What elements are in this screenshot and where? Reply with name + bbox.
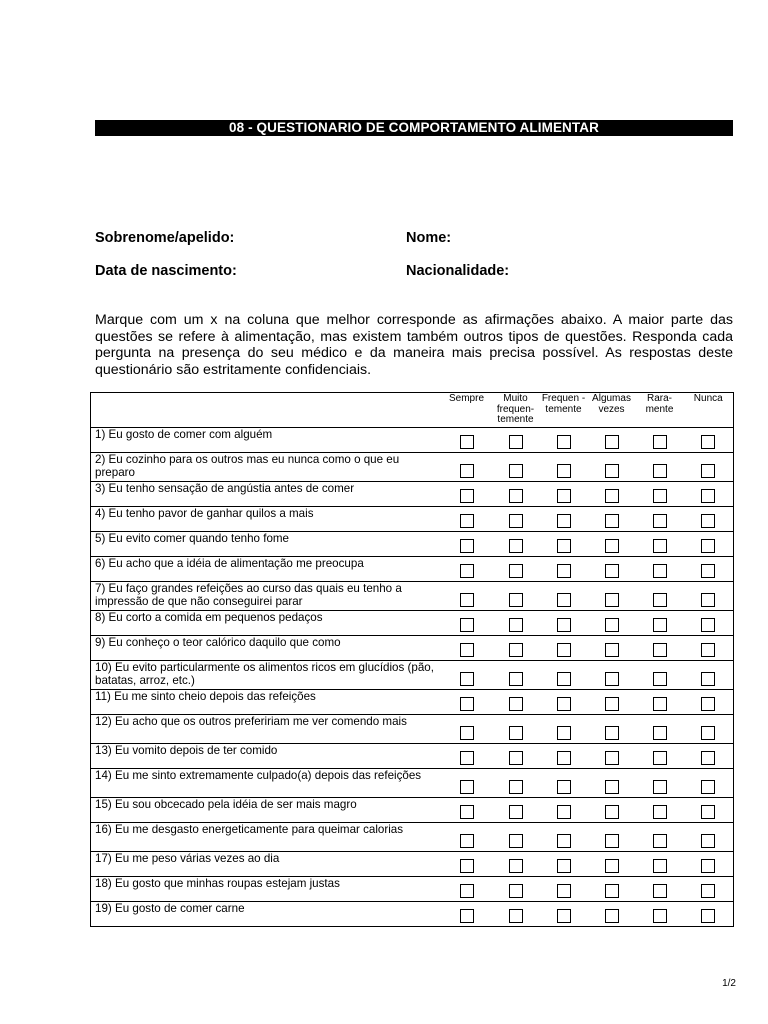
answer-cell [492, 661, 540, 690]
answer-checkbox[interactable] [653, 539, 667, 553]
table-row [91, 877, 734, 902]
answer-checkbox[interactable] [509, 726, 523, 740]
answer-cell [442, 798, 492, 823]
answer-cell [588, 532, 636, 557]
answer-cell [684, 428, 734, 453]
answer-checkbox[interactable] [605, 464, 619, 478]
answer-cell [442, 744, 492, 769]
answer-cell [636, 611, 684, 636]
answer-cell [684, 661, 734, 690]
answer-checkbox[interactable] [460, 780, 474, 794]
answer-checkbox[interactable] [701, 697, 715, 711]
questions-body [91, 428, 734, 927]
table-row [91, 823, 734, 852]
answer-checkbox[interactable] [460, 697, 474, 711]
answer-cell [442, 690, 492, 715]
answer-cell [588, 769, 636, 798]
answer-checkbox[interactable] [701, 435, 715, 449]
answer-checkbox[interactable] [701, 514, 715, 528]
answer-checkbox[interactable] [509, 780, 523, 794]
answer-checkbox[interactable] [557, 593, 571, 607]
answer-checkbox[interactable] [701, 618, 715, 632]
column-header: Muito frequen-temente [492, 393, 540, 428]
question-text: 19) Eu gosto de comer carne [91, 902, 442, 927]
answer-checkbox[interactable] [653, 593, 667, 607]
nationality-label: Nacionalidade: [406, 263, 510, 279]
table-row [91, 798, 734, 823]
answer-cell [636, 823, 684, 852]
answer-checkbox[interactable] [653, 780, 667, 794]
answer-cell [492, 557, 540, 582]
birth-date-label: Data de nascimento: [95, 263, 237, 279]
answer-checkbox[interactable] [701, 489, 715, 503]
answer-cell [588, 902, 636, 927]
answer-cell [442, 453, 492, 482]
table-row [91, 507, 734, 532]
answer-checkbox[interactable] [557, 539, 571, 553]
answer-cell [540, 428, 588, 453]
answer-checkbox[interactable] [557, 834, 571, 848]
answer-cell [588, 715, 636, 744]
question-text: 10) Eu evito particularmente os alimentos ricos em glucídios (pão, batatas, arroz, etc.) [91, 661, 442, 690]
answer-cell [684, 557, 734, 582]
answer-cell [684, 453, 734, 482]
answer-cell [492, 852, 540, 877]
answer-checkbox[interactable] [460, 539, 474, 553]
answer-checkbox[interactable] [701, 464, 715, 478]
answer-checkbox[interactable] [605, 564, 619, 578]
answer-checkbox[interactable] [701, 726, 715, 740]
answer-cell [684, 744, 734, 769]
answer-cell [684, 507, 734, 532]
answer-checkbox[interactable] [557, 514, 571, 528]
answer-checkbox[interactable] [460, 884, 474, 898]
answer-cell [684, 902, 734, 927]
answer-cell [442, 507, 492, 532]
answer-cell [492, 715, 540, 744]
answer-checkbox[interactable] [460, 489, 474, 503]
answer-cell [588, 582, 636, 611]
answer-cell [636, 877, 684, 902]
page-number: 1/2 [722, 978, 736, 989]
answer-cell [492, 582, 540, 611]
answer-checkbox[interactable] [701, 884, 715, 898]
answer-cell [684, 582, 734, 611]
answer-cell [588, 690, 636, 715]
answer-cell [636, 715, 684, 744]
header-blank-cell [91, 393, 442, 428]
column-header-row [91, 393, 734, 428]
answer-cell [492, 428, 540, 453]
answer-checkbox[interactable] [460, 909, 474, 923]
answer-checkbox[interactable] [653, 618, 667, 632]
answer-checkbox[interactable] [460, 564, 474, 578]
answer-cell [540, 636, 588, 661]
surname-label: Sobrenome/apelido: [95, 230, 235, 246]
answer-cell [588, 453, 636, 482]
answer-cell [540, 507, 588, 532]
answer-checkbox[interactable] [460, 514, 474, 528]
table-row [91, 453, 734, 482]
table-row [91, 557, 734, 582]
answer-checkbox[interactable] [557, 618, 571, 632]
table-row [91, 482, 734, 507]
answer-checkbox[interactable] [653, 884, 667, 898]
answer-cell [540, 744, 588, 769]
answer-checkbox[interactable] [605, 751, 619, 765]
column-header: Sempre [442, 393, 492, 428]
answer-cell [588, 428, 636, 453]
question-text: 18) Eu gosto que minhas roupas estejam justas [91, 877, 442, 902]
answer-cell [588, 823, 636, 852]
answer-cell [540, 557, 588, 582]
question-text: 3) Eu tenho sensação de angústia antes de comer [91, 482, 442, 507]
answer-checkbox[interactable] [509, 805, 523, 819]
answer-cell [442, 902, 492, 927]
answer-cell [442, 557, 492, 582]
table-row [91, 428, 734, 453]
table-row [91, 902, 734, 927]
answer-checkbox[interactable] [509, 489, 523, 503]
answer-checkbox[interactable] [557, 489, 571, 503]
answer-cell [540, 582, 588, 611]
answer-cell [588, 661, 636, 690]
answer-cell [442, 823, 492, 852]
answer-cell [636, 769, 684, 798]
answer-checkbox[interactable] [701, 909, 715, 923]
answer-cell [540, 453, 588, 482]
answer-cell [540, 482, 588, 507]
answer-checkbox[interactable] [557, 751, 571, 765]
answer-checkbox[interactable] [509, 618, 523, 632]
answer-checkbox[interactable] [653, 751, 667, 765]
answer-checkbox[interactable] [653, 435, 667, 449]
answer-checkbox[interactable] [605, 539, 619, 553]
answer-cell [442, 428, 492, 453]
column-header: Rara-mente [636, 393, 684, 428]
answer-checkbox[interactable] [557, 672, 571, 686]
answer-checkbox[interactable] [605, 834, 619, 848]
answer-checkbox[interactable] [557, 643, 571, 657]
answer-checkbox[interactable] [701, 672, 715, 686]
table-row [91, 769, 734, 798]
answer-cell [636, 798, 684, 823]
question-text: 11) Eu me sinto cheio depois das refeições [91, 690, 442, 715]
answer-cell [492, 690, 540, 715]
answer-cell [492, 744, 540, 769]
answer-cell [492, 532, 540, 557]
answer-checkbox[interactable] [653, 726, 667, 740]
answer-cell [636, 507, 684, 532]
answer-checkbox[interactable] [605, 884, 619, 898]
answer-cell [492, 769, 540, 798]
answer-checkbox[interactable] [460, 805, 474, 819]
answer-checkbox[interactable] [653, 859, 667, 873]
answer-cell [684, 482, 734, 507]
answer-cell [684, 877, 734, 902]
answer-checkbox[interactable] [509, 593, 523, 607]
question-text: 6) Eu acho que a idéia de alimentação me preocupa [91, 557, 442, 582]
answer-cell [492, 636, 540, 661]
answer-cell [588, 877, 636, 902]
answer-checkbox[interactable] [509, 834, 523, 848]
answer-checkbox[interactable] [653, 514, 667, 528]
answer-cell [442, 582, 492, 611]
answer-cell [684, 852, 734, 877]
answer-checkbox[interactable] [605, 805, 619, 819]
answer-checkbox[interactable] [460, 435, 474, 449]
answer-cell [492, 798, 540, 823]
answer-checkbox[interactable] [605, 514, 619, 528]
form-title: 08 - QUESTIONARIO DE COMPORTAMENTO ALIMENTAR [95, 120, 733, 136]
answer-cell [442, 532, 492, 557]
answer-checkbox[interactable] [460, 726, 474, 740]
answer-cell [636, 744, 684, 769]
answer-checkbox[interactable] [701, 834, 715, 848]
answer-checkbox[interactable] [509, 643, 523, 657]
name-label: Nome: [406, 230, 452, 246]
answer-checkbox[interactable] [605, 435, 619, 449]
answer-cell [540, 715, 588, 744]
answer-checkbox[interactable] [605, 489, 619, 503]
answer-cell [540, 532, 588, 557]
answer-cell [588, 611, 636, 636]
answer-checkbox[interactable] [460, 859, 474, 873]
answer-cell [636, 902, 684, 927]
answer-checkbox[interactable] [509, 751, 523, 765]
answer-checkbox[interactable] [605, 859, 619, 873]
answer-cell [684, 823, 734, 852]
answer-checkbox[interactable] [460, 751, 474, 765]
answer-cell [636, 636, 684, 661]
answer-cell [492, 611, 540, 636]
answer-checkbox[interactable] [605, 909, 619, 923]
answer-checkbox[interactable] [557, 697, 571, 711]
answer-checkbox[interactable] [460, 618, 474, 632]
answer-cell [588, 636, 636, 661]
answer-checkbox[interactable] [509, 464, 523, 478]
answer-checkbox[interactable] [557, 780, 571, 794]
answer-checkbox[interactable] [509, 564, 523, 578]
answer-cell [636, 453, 684, 482]
column-header: Frequen - temente [540, 393, 588, 428]
answer-checkbox[interactable] [653, 697, 667, 711]
answer-checkbox[interactable] [605, 780, 619, 794]
answer-cell [442, 877, 492, 902]
answer-cell [636, 428, 684, 453]
answer-cell [636, 852, 684, 877]
answer-cell [684, 611, 734, 636]
answer-checkbox[interactable] [509, 884, 523, 898]
answer-checkbox[interactable] [605, 672, 619, 686]
answer-cell [492, 902, 540, 927]
answer-checkbox[interactable] [509, 697, 523, 711]
answer-checkbox[interactable] [701, 643, 715, 657]
answer-checkbox[interactable] [701, 805, 715, 819]
answer-checkbox[interactable] [509, 539, 523, 553]
answer-checkbox[interactable] [509, 859, 523, 873]
table-row [91, 582, 734, 611]
answer-cell [636, 582, 684, 611]
answer-cell [684, 636, 734, 661]
answer-cell [442, 715, 492, 744]
answer-checkbox[interactable] [701, 859, 715, 873]
answer-cell [540, 823, 588, 852]
answer-checkbox[interactable] [653, 464, 667, 478]
answer-cell [540, 769, 588, 798]
answer-checkbox[interactable] [605, 726, 619, 740]
question-text: 12) Eu acho que os outros prefeririam me ver comendo mais [91, 715, 442, 744]
answer-checkbox[interactable] [509, 435, 523, 449]
answer-cell [684, 715, 734, 744]
answer-cell [492, 823, 540, 852]
question-text: 9) Eu conheço o teor calórico daquilo que como [91, 636, 442, 661]
table-row [91, 744, 734, 769]
answer-cell [588, 852, 636, 877]
answer-checkbox[interactable] [557, 435, 571, 449]
answer-cell [684, 532, 734, 557]
answer-cell [540, 852, 588, 877]
question-text: 13) Eu vomito depois de ter comido [91, 744, 442, 769]
answer-checkbox[interactable] [557, 805, 571, 819]
question-text: 17) Eu me peso várias vezes ao dia [91, 852, 442, 877]
question-text: 4) Eu tenho pavor de ganhar quilos a mais [91, 507, 442, 532]
answer-cell [540, 798, 588, 823]
answer-cell [442, 852, 492, 877]
column-header: Nunca [684, 393, 734, 428]
answer-checkbox[interactable] [653, 834, 667, 848]
answer-checkbox[interactable] [701, 780, 715, 794]
answer-cell [540, 661, 588, 690]
answer-cell [442, 769, 492, 798]
question-text: 5) Eu evito comer quando tenho fome [91, 532, 442, 557]
answer-cell [588, 798, 636, 823]
answer-checkbox[interactable] [509, 514, 523, 528]
answer-cell [684, 798, 734, 823]
question-text: 15) Eu sou obcecado pela idéia de ser mais magro [91, 798, 442, 823]
table-row [91, 611, 734, 636]
answer-cell [636, 557, 684, 582]
answer-checkbox[interactable] [653, 909, 667, 923]
answer-cell [588, 557, 636, 582]
answer-checkbox[interactable] [701, 751, 715, 765]
answer-cell [492, 482, 540, 507]
answer-cell [492, 507, 540, 532]
answer-checkbox[interactable] [557, 464, 571, 478]
table-row [91, 852, 734, 877]
answer-cell [684, 769, 734, 798]
answer-checkbox[interactable] [701, 564, 715, 578]
answer-checkbox[interactable] [701, 539, 715, 553]
answer-checkbox[interactable] [557, 884, 571, 898]
answer-cell [442, 661, 492, 690]
answer-cell [636, 661, 684, 690]
table-row [91, 636, 734, 661]
answer-cell [442, 636, 492, 661]
table-row [91, 690, 734, 715]
table-row [91, 661, 734, 690]
answer-checkbox[interactable] [605, 593, 619, 607]
answer-checkbox[interactable] [557, 726, 571, 740]
question-text: 1) Eu gosto de comer com alguém [91, 428, 442, 453]
answer-checkbox[interactable] [605, 697, 619, 711]
answer-checkbox[interactable] [653, 564, 667, 578]
answer-checkbox[interactable] [605, 618, 619, 632]
question-text: 16) Eu me desgasto energeticamente para queimar calorias [91, 823, 442, 852]
answer-checkbox[interactable] [653, 643, 667, 657]
answer-cell [540, 902, 588, 927]
answer-checkbox[interactable] [460, 464, 474, 478]
answer-checkbox[interactable] [460, 672, 474, 686]
answer-cell [588, 744, 636, 769]
answer-cell [636, 690, 684, 715]
answer-cell [442, 482, 492, 507]
answer-cell [492, 877, 540, 902]
instructions-text: Marque com um x na coluna que melhor corresponde as afirmações abaixo. A maior parte das questões se refere à alimentação, mas existem também outros tipos de questões. Responda cada pergunta na presença do seu médico e da maneira mais precisa possível. As respostas deste questionário são estritamente confidenciais. [95, 312, 733, 378]
answer-cell [540, 690, 588, 715]
answer-checkbox[interactable] [509, 909, 523, 923]
answer-checkbox[interactable] [460, 643, 474, 657]
answer-cell [492, 453, 540, 482]
answer-checkbox[interactable] [653, 489, 667, 503]
column-header: Algumas vezes [588, 393, 636, 428]
answer-checkbox[interactable] [460, 834, 474, 848]
answer-cell [636, 532, 684, 557]
answer-cell [588, 507, 636, 532]
table-row [91, 532, 734, 557]
answer-cell [540, 877, 588, 902]
questionnaire-table [90, 392, 734, 927]
question-text: 14) Eu me sinto extremamente culpado(a) depois das refeições [91, 769, 442, 798]
answer-checkbox[interactable] [653, 805, 667, 819]
answer-cell [540, 611, 588, 636]
answer-checkbox[interactable] [509, 672, 523, 686]
table-row [91, 715, 734, 744]
answer-checkbox[interactable] [605, 643, 619, 657]
answer-checkbox[interactable] [557, 564, 571, 578]
answer-checkbox[interactable] [557, 859, 571, 873]
question-text: 7) Eu faço grandes refeições ao curso das quais eu tenho a impressão de que não conseguirei parar [91, 582, 442, 611]
answer-cell [636, 482, 684, 507]
answer-checkbox[interactable] [701, 593, 715, 607]
answer-cell [588, 482, 636, 507]
answer-cell [442, 611, 492, 636]
question-text: 2) Eu cozinho para os outros mas eu nunca como o que eu preparo [91, 453, 442, 482]
answer-checkbox[interactable] [557, 909, 571, 923]
answer-checkbox[interactable] [460, 593, 474, 607]
answer-cell [684, 690, 734, 715]
question-text: 8) Eu corto a comida em pequenos pedaços [91, 611, 442, 636]
answer-checkbox[interactable] [653, 672, 667, 686]
